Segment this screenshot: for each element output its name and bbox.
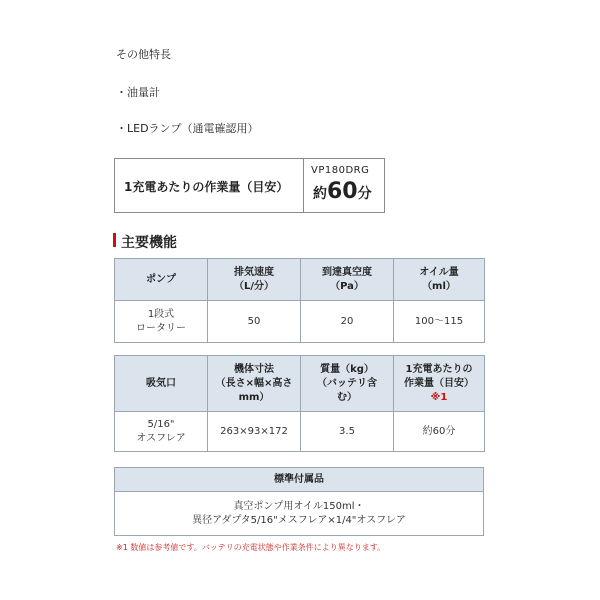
table2-cell-dimensions: 263×93×172: [208, 412, 301, 452]
accessories-header: 標準付属品: [115, 468, 484, 492]
spec-table-body: [114, 355, 485, 452]
table1-cell-vacuum: 20: [301, 301, 394, 343]
features-title: その他特長: [116, 48, 171, 61]
note-mark: ※1: [430, 391, 448, 403]
accessories-table: [114, 467, 484, 536]
table1-header-pump: ポンプ: [115, 259, 208, 301]
value-number: 60: [327, 179, 358, 204]
accessories-cell: 真空ポンプ用オイル150ml・ 異径アダプタ5/16"メスフレア×1/4"オスフレア: [115, 492, 484, 536]
table1-header-speed: 排気速度 （L/分）: [208, 259, 301, 301]
footnote: ※1 数値は参考値です。バッテリの充電状態や作業条件により異なります。: [116, 543, 386, 552]
table2-header-work-text: 1充電あたりの 作業量（目安）: [404, 363, 474, 389]
work-amount-value: [313, 179, 372, 204]
table2-cell-work-amount: 約60分: [394, 412, 485, 452]
table2-cell-inlet: 5/16" オスフレア: [115, 412, 208, 452]
table1-cell-pump: 1段式 ロータリー: [115, 301, 208, 343]
table2-header-mass: 質量（kg） （バッテリ含 む）: [301, 356, 394, 412]
table2-header-work-amount: [394, 356, 485, 412]
table1-header-oil: オイル量 （ml）: [394, 259, 485, 301]
work-box-divider: [303, 159, 304, 212]
table2-header-inlet: 吸気口: [115, 356, 208, 412]
value-prefix: 約: [313, 186, 327, 202]
section-accent-bar: [113, 233, 116, 247]
spec-table-pump: [114, 258, 485, 343]
work-amount-label: 1充電あたりの作業量（目安）: [124, 180, 289, 194]
model-code: VP180DRG: [311, 165, 370, 176]
feature-item-oil-gauge: ・油量計: [116, 86, 160, 99]
table1-cell-oil: 100～115: [394, 301, 485, 343]
table1-header-vacuum: 到達真空度 （Pa）: [301, 259, 394, 301]
table2-cell-mass: 3.5: [301, 412, 394, 452]
work-amount-box: [114, 158, 385, 213]
feature-item-led-lamp: ・LEDランプ（通電確認用）: [116, 122, 259, 135]
section-title: 主要機能: [121, 235, 177, 251]
table1-cell-speed: 50: [208, 301, 301, 343]
table2-header-dimensions: 機体寸法 （長さ×幅×高さ mm）: [208, 356, 301, 412]
value-suffix: 分: [357, 186, 372, 202]
